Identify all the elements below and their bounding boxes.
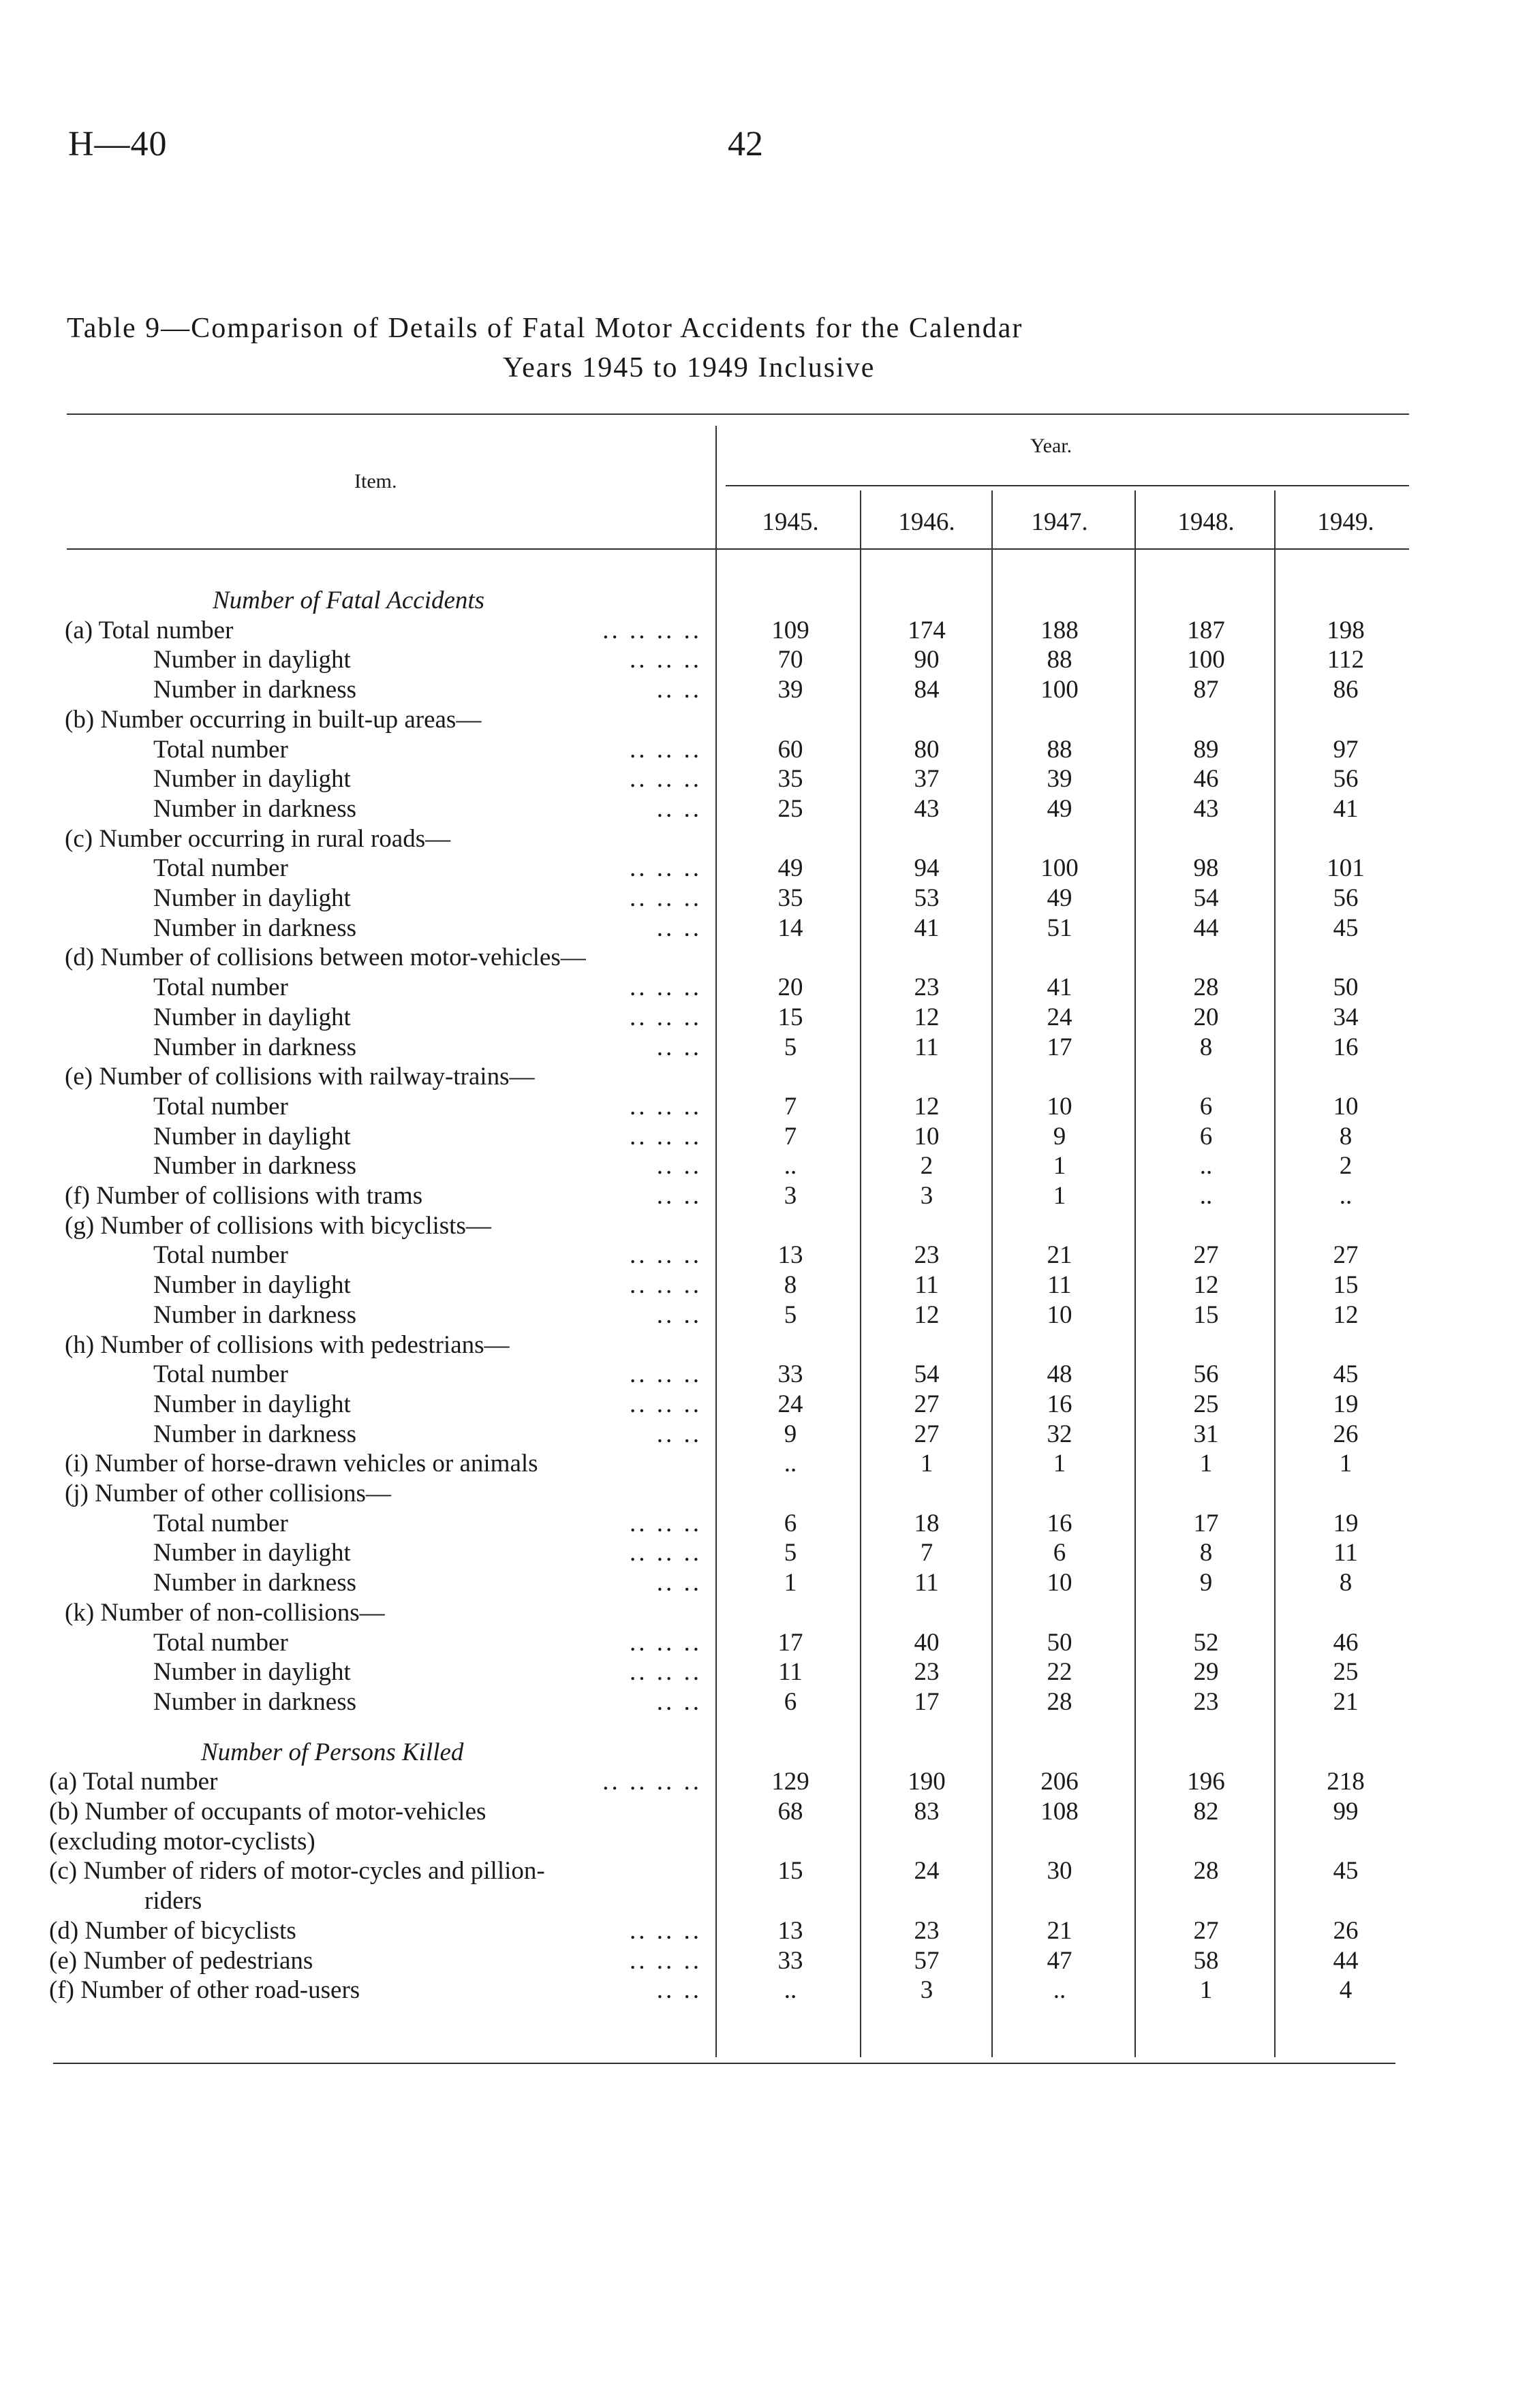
table-cell: 68 bbox=[777, 1798, 803, 1826]
table-cell: .. bbox=[1199, 1182, 1213, 1210]
table-cell: 19 bbox=[1333, 1390, 1359, 1418]
row-label: Total number bbox=[153, 735, 288, 764]
table-cell: 10 bbox=[1047, 1569, 1072, 1597]
col-sep-3 bbox=[1134, 490, 1136, 2057]
table-cell: 11 bbox=[914, 1033, 939, 1061]
table-cell: 10 bbox=[1333, 1092, 1359, 1121]
table-cell: 190 bbox=[908, 1768, 946, 1796]
leader-dots: .. .. bbox=[656, 1420, 702, 1448]
header-year-1948: 1948. bbox=[1177, 508, 1235, 536]
table-cell: 28 bbox=[1193, 1857, 1219, 1886]
row-label: Number in darkness bbox=[153, 913, 356, 942]
row-label: Number in darkness bbox=[153, 1420, 356, 1448]
table-cell: 6 bbox=[784, 1509, 797, 1537]
section-title: Number of Fatal Accidents bbox=[213, 587, 485, 614]
table-cell: .. bbox=[1053, 1976, 1066, 2005]
table-cell: 56 bbox=[1333, 884, 1359, 912]
table-cell: 33 bbox=[777, 1946, 803, 1975]
table-cell: 21 bbox=[1047, 1916, 1072, 1945]
table-cell: 13 bbox=[777, 1916, 803, 1945]
table-cell: .. bbox=[1339, 1182, 1353, 1210]
table-cell: 5 bbox=[784, 1300, 797, 1329]
table-cell: 44 bbox=[1333, 1946, 1359, 1975]
row-label: (f) Number of collisions with trams bbox=[65, 1182, 423, 1210]
table-cell: 23 bbox=[914, 973, 940, 1002]
col-sep-item bbox=[715, 426, 717, 2057]
table-cell: 45 bbox=[1333, 913, 1359, 942]
table-cell: 196 bbox=[1187, 1768, 1225, 1796]
leader-dots: .. .. .. bbox=[630, 1122, 702, 1151]
table-cell: 7 bbox=[920, 1539, 933, 1567]
table-cell: 27 bbox=[1193, 1241, 1219, 1270]
table-cell: 15 bbox=[1333, 1271, 1359, 1300]
table-cell: 10 bbox=[914, 1122, 940, 1151]
leader-dots: .. .. .. bbox=[630, 1658, 702, 1687]
table-cell: 11 bbox=[1333, 1539, 1358, 1567]
header-year-label: Year. bbox=[1030, 435, 1072, 457]
leader-dots: .. .. bbox=[656, 1569, 702, 1597]
table-cell: 52 bbox=[1193, 1628, 1219, 1657]
row-label: Number in daylight bbox=[153, 884, 351, 912]
table-cell: 1 bbox=[1053, 1182, 1066, 1210]
table-cell: 88 bbox=[1047, 646, 1072, 674]
row-label: Number in darkness bbox=[153, 1152, 356, 1180]
page-reference: H—40 bbox=[68, 125, 168, 163]
leader-dots: .. .. .. bbox=[630, 1003, 702, 1031]
row-label: Total number bbox=[153, 1509, 288, 1537]
row-label: Number in daylight bbox=[153, 1539, 351, 1567]
row-label: riders bbox=[144, 1887, 202, 1916]
table-cell: 25 bbox=[1333, 1658, 1359, 1687]
table-cell: 109 bbox=[771, 616, 809, 644]
table-cell: 56 bbox=[1333, 765, 1359, 794]
table-cell: 32 bbox=[1047, 1420, 1072, 1448]
table-cell: 3 bbox=[784, 1182, 797, 1210]
table-cell: 16 bbox=[1047, 1509, 1072, 1537]
leader-dots: .. .. bbox=[656, 1033, 702, 1061]
table-cell: 34 bbox=[1333, 1003, 1359, 1031]
table-cell: 198 bbox=[1327, 616, 1365, 644]
rule-top bbox=[67, 413, 1409, 415]
row-label: Number in daylight bbox=[153, 1390, 351, 1418]
table-cell: 3 bbox=[920, 1976, 933, 2005]
table-cell: 94 bbox=[914, 854, 940, 883]
table-cell: 17 bbox=[777, 1628, 803, 1657]
table-cell: 7 bbox=[784, 1092, 797, 1121]
table-cell: 8 bbox=[1339, 1122, 1353, 1151]
table-cell: 17 bbox=[1047, 1033, 1072, 1061]
row-label: (d) Number of collisions between motor-vehicles— bbox=[65, 943, 586, 972]
table-cell: 30 bbox=[1047, 1857, 1072, 1886]
table-cell: 40 bbox=[914, 1628, 940, 1657]
row-label: (d) Number of bicyclists bbox=[49, 1916, 296, 1945]
leader-dots: .. .. bbox=[656, 913, 702, 942]
table-cell: 84 bbox=[914, 676, 940, 704]
table-cell: 28 bbox=[1193, 973, 1219, 1002]
table-cell: 21 bbox=[1047, 1241, 1072, 1270]
row-label: (e) Number of collisions with railway-trains— bbox=[65, 1063, 535, 1091]
table-cell: 12 bbox=[1333, 1300, 1359, 1329]
table-cell: 23 bbox=[1193, 1687, 1219, 1716]
row-label: (b) Number occurring in built-up areas— bbox=[65, 705, 482, 734]
table-cell: .. bbox=[1199, 1152, 1213, 1180]
leader-dots: .. .. .. bbox=[630, 1271, 702, 1300]
table-cell: 39 bbox=[777, 676, 803, 704]
table-cell: .. bbox=[784, 1450, 797, 1478]
header-year-1949: 1949. bbox=[1317, 508, 1374, 536]
table-cell: 27 bbox=[1193, 1916, 1219, 1945]
row-label: Number in darkness bbox=[153, 1300, 356, 1329]
row-label: Total number bbox=[153, 854, 288, 883]
table-cell: 8 bbox=[784, 1271, 797, 1300]
table-cell: 87 bbox=[1193, 676, 1219, 704]
col-sep-1 bbox=[860, 490, 861, 2057]
table-cell: 1 bbox=[920, 1450, 933, 1478]
leader-dots: .. .. bbox=[656, 676, 702, 704]
leader-dots: .. .. bbox=[656, 1687, 702, 1716]
table-cell: 9 bbox=[784, 1420, 797, 1448]
table-cell: 101 bbox=[1327, 854, 1365, 883]
table-cell: 46 bbox=[1333, 1628, 1359, 1657]
leader-dots: .. .. bbox=[656, 1182, 702, 1210]
table-cell: 35 bbox=[777, 884, 803, 912]
table-cell: 3 bbox=[920, 1182, 933, 1210]
table-cell: 26 bbox=[1333, 1916, 1359, 1945]
table-cell: 37 bbox=[914, 765, 940, 794]
table-cell: 99 bbox=[1333, 1798, 1359, 1826]
table-cell: 7 bbox=[784, 1122, 797, 1151]
leader-dots: .. .. bbox=[656, 1152, 702, 1180]
table-cell: 57 bbox=[914, 1946, 940, 1975]
leader-dots: .. .. .. bbox=[630, 1628, 702, 1657]
leader-dots: .. .. .. bbox=[630, 973, 702, 1002]
row-label: Number in daylight bbox=[153, 1122, 351, 1151]
table-cell: 14 bbox=[777, 913, 803, 942]
table-cell: 27 bbox=[914, 1390, 940, 1418]
leader-dots: .. .. .. bbox=[630, 1539, 702, 1567]
leader-dots: .. .. bbox=[656, 794, 702, 823]
row-label: (c) Number occurring in rural roads— bbox=[65, 824, 451, 853]
table-cell: 187 bbox=[1187, 616, 1225, 644]
row-label: (f) Number of other road-users bbox=[49, 1976, 360, 2005]
table-cell: 25 bbox=[777, 794, 803, 823]
table-cell: 27 bbox=[914, 1420, 940, 1448]
leader-dots: .. .. .. bbox=[630, 1916, 702, 1945]
table-cell: 43 bbox=[1193, 794, 1219, 823]
table-cell: 12 bbox=[914, 1092, 940, 1121]
table-cell: 49 bbox=[1047, 794, 1072, 823]
table-cell: 6 bbox=[784, 1687, 797, 1716]
table-cell: 6 bbox=[1199, 1122, 1213, 1151]
row-label: Total number bbox=[153, 1628, 288, 1657]
table-cell: 18 bbox=[914, 1509, 940, 1537]
table-cell: .. bbox=[784, 1976, 797, 2005]
table-cell: 100 bbox=[1040, 676, 1079, 704]
leader-dots: .. .. .. .. bbox=[602, 1768, 702, 1796]
row-label: (k) Number of non-collisions— bbox=[65, 1598, 385, 1627]
table-cell: 41 bbox=[1333, 794, 1359, 823]
leader-dots: .. .. bbox=[656, 1300, 702, 1329]
table-cell: 31 bbox=[1193, 1420, 1219, 1448]
leader-dots: .. .. .. bbox=[630, 884, 702, 912]
col-sep-4 bbox=[1274, 490, 1276, 2057]
table-cell: 174 bbox=[908, 616, 946, 644]
table-cell: 8 bbox=[1199, 1539, 1213, 1567]
table-cell: 15 bbox=[1193, 1300, 1219, 1329]
table-cell: 83 bbox=[914, 1798, 940, 1826]
table-cell: 98 bbox=[1193, 854, 1219, 883]
table-cell: 39 bbox=[1047, 765, 1072, 794]
table-cell: 10 bbox=[1047, 1300, 1072, 1329]
table-cell: 108 bbox=[1040, 1798, 1079, 1826]
table-cell: 21 bbox=[1333, 1687, 1359, 1716]
leader-dots: .. .. .. .. bbox=[602, 616, 702, 644]
row-label: Total number bbox=[153, 973, 288, 1002]
rule-year-under bbox=[726, 485, 1409, 486]
table-cell: 48 bbox=[1047, 1360, 1072, 1389]
table-cell: 11 bbox=[1047, 1271, 1072, 1300]
row-label: (i) Number of horse-drawn vehicles or animals bbox=[65, 1450, 538, 1478]
table-cell: 206 bbox=[1040, 1768, 1079, 1796]
page-number: 42 bbox=[728, 125, 763, 163]
table-cell: 13 bbox=[777, 1241, 803, 1270]
table-cell: 49 bbox=[777, 854, 803, 883]
table-cell: 23 bbox=[914, 1916, 940, 1945]
header-year-1945: 1945. bbox=[762, 508, 819, 536]
table-cell: 47 bbox=[1047, 1946, 1072, 1975]
row-label: Number in daylight bbox=[153, 765, 351, 794]
table-cell: 1 bbox=[1053, 1450, 1066, 1478]
section-title: Number of Persons Killed bbox=[201, 1738, 464, 1766]
table-cell: 10 bbox=[1047, 1092, 1072, 1121]
table-cell: 82 bbox=[1193, 1798, 1219, 1826]
table-cell: 6 bbox=[1199, 1092, 1213, 1121]
table-cell: 80 bbox=[914, 735, 940, 764]
table-cell: 50 bbox=[1047, 1628, 1072, 1657]
table-cell: 90 bbox=[914, 646, 940, 674]
row-label: Total number bbox=[153, 1360, 288, 1389]
table-cell: 17 bbox=[914, 1687, 940, 1716]
row-label: Number in daylight bbox=[153, 1658, 351, 1687]
header-year-1946: 1946. bbox=[898, 508, 955, 536]
table-cell: .. bbox=[784, 1152, 797, 1180]
table-cell: 54 bbox=[1193, 884, 1219, 912]
table-cell: 88 bbox=[1047, 735, 1072, 764]
table-cell: 22 bbox=[1047, 1658, 1072, 1687]
table-cell: 4 bbox=[1339, 1976, 1353, 2005]
row-label: Total number bbox=[153, 1241, 288, 1270]
table-cell: 188 bbox=[1040, 616, 1079, 644]
table-cell: 97 bbox=[1333, 735, 1359, 764]
table-cell: 26 bbox=[1333, 1420, 1359, 1448]
table-cell: 24 bbox=[777, 1390, 803, 1418]
table-cell: 41 bbox=[1047, 973, 1072, 1002]
leader-dots: .. .. bbox=[656, 1976, 702, 2005]
table-cell: 9 bbox=[1053, 1122, 1066, 1151]
row-label: Number in darkness bbox=[153, 1569, 356, 1597]
table-cell: 24 bbox=[1047, 1003, 1072, 1031]
row-label: Number in darkness bbox=[153, 1687, 356, 1716]
table-cell: 6 bbox=[1053, 1539, 1066, 1567]
leader-dots: .. .. .. bbox=[630, 1241, 702, 1270]
row-label: Number in darkness bbox=[153, 794, 356, 823]
table-cell: 1 bbox=[1199, 1976, 1213, 2005]
leader-dots: .. .. .. bbox=[630, 646, 702, 674]
table-cell: 20 bbox=[777, 973, 803, 1002]
row-label: Number in darkness bbox=[153, 1033, 356, 1061]
table-cell: 16 bbox=[1047, 1390, 1072, 1418]
row-label: Number in daylight bbox=[153, 646, 351, 674]
table-cell: 12 bbox=[914, 1300, 940, 1329]
rule-bottom bbox=[53, 2063, 1395, 2064]
table-title-line-1: Table 9—Comparison of Details of Fatal Motor Accidents for the Calendar bbox=[67, 313, 1023, 344]
row-label: (j) Number of other collisions— bbox=[65, 1480, 391, 1507]
table-cell: 100 bbox=[1187, 646, 1225, 674]
table-cell: 58 bbox=[1193, 1946, 1219, 1975]
table-cell: 25 bbox=[1193, 1390, 1219, 1418]
table-cell: 54 bbox=[914, 1360, 940, 1389]
leader-dots: .. .. .. bbox=[630, 1509, 702, 1537]
table-cell: 29 bbox=[1193, 1658, 1219, 1687]
row-label: (excluding motor-cyclists) bbox=[49, 1827, 315, 1856]
table-cell: 5 bbox=[784, 1033, 797, 1061]
row-label: (e) Number of pedestrians bbox=[49, 1946, 313, 1975]
table-cell: 16 bbox=[1333, 1033, 1359, 1061]
col-sep-2 bbox=[991, 490, 993, 2057]
leader-dots: .. .. .. bbox=[630, 765, 702, 794]
table-cell: 24 bbox=[914, 1857, 940, 1886]
table-cell: 43 bbox=[914, 794, 940, 823]
leader-dots: .. .. .. bbox=[630, 854, 702, 883]
table-cell: 44 bbox=[1193, 913, 1219, 942]
table-cell: 100 bbox=[1040, 854, 1079, 883]
table-cell: 51 bbox=[1047, 913, 1072, 942]
table-title-line-2: Years 1945 to 1949 Inclusive bbox=[503, 352, 876, 384]
table-cell: 50 bbox=[1333, 973, 1359, 1002]
row-label: Total number bbox=[153, 1092, 288, 1121]
table-cell: 112 bbox=[1327, 646, 1365, 674]
header-year-1947: 1947. bbox=[1031, 508, 1088, 536]
table-cell: 45 bbox=[1333, 1857, 1359, 1886]
row-label: Number in daylight bbox=[153, 1271, 351, 1300]
table-cell: 89 bbox=[1193, 735, 1219, 764]
leader-dots: .. .. .. bbox=[630, 1946, 702, 1975]
table-cell: 23 bbox=[914, 1658, 940, 1687]
table-cell: 11 bbox=[778, 1658, 803, 1687]
leader-dots: .. .. .. bbox=[630, 735, 702, 764]
table-cell: 8 bbox=[1339, 1569, 1353, 1597]
table-cell: 17 bbox=[1193, 1509, 1219, 1537]
table-cell: 20 bbox=[1193, 1003, 1219, 1031]
leader-dots: .. .. .. bbox=[630, 1360, 702, 1389]
table-cell: 15 bbox=[777, 1857, 803, 1886]
table-cell: 45 bbox=[1333, 1360, 1359, 1389]
row-label: (h) Number of collisions with pedestrians— bbox=[65, 1330, 510, 1359]
table-cell: 28 bbox=[1047, 1687, 1072, 1716]
table-cell: 60 bbox=[777, 735, 803, 764]
table-cell: 23 bbox=[914, 1241, 940, 1270]
row-label: (a) Total number bbox=[49, 1768, 218, 1796]
table-cell: 49 bbox=[1047, 884, 1072, 912]
leader-dots: .. .. .. bbox=[630, 1390, 702, 1418]
table-cell: 35 bbox=[777, 765, 803, 794]
table-cell: 41 bbox=[914, 913, 940, 942]
table-cell: 12 bbox=[1193, 1271, 1219, 1300]
table-cell: 1 bbox=[784, 1569, 797, 1597]
header-item-label: Item. bbox=[354, 470, 397, 492]
table-cell: 8 bbox=[1199, 1033, 1213, 1061]
table-cell: 2 bbox=[1339, 1152, 1353, 1180]
table-cell: 5 bbox=[784, 1539, 797, 1567]
table-cell: 53 bbox=[914, 884, 940, 912]
row-label: (a) Total number bbox=[65, 616, 234, 644]
table-cell: 15 bbox=[777, 1003, 803, 1031]
table-cell: 56 bbox=[1193, 1360, 1219, 1389]
rule-header-bottom bbox=[67, 548, 1409, 550]
table-cell: 19 bbox=[1333, 1509, 1359, 1537]
table-cell: 218 bbox=[1327, 1768, 1365, 1796]
table-cell: 12 bbox=[914, 1003, 940, 1031]
table-cell: 1 bbox=[1053, 1152, 1066, 1180]
leader-dots: .. .. .. bbox=[630, 1092, 702, 1121]
table-cell: 11 bbox=[914, 1271, 939, 1300]
table-cell: 2 bbox=[920, 1152, 933, 1180]
table-cell: 11 bbox=[914, 1569, 939, 1597]
table-cell: 46 bbox=[1193, 765, 1219, 794]
table-cell: 129 bbox=[771, 1768, 809, 1796]
table-cell: 9 bbox=[1199, 1569, 1213, 1597]
table-cell: 27 bbox=[1333, 1241, 1359, 1270]
row-label: (b) Number of occupants of motor-vehicles bbox=[49, 1798, 486, 1826]
table-cell: 33 bbox=[777, 1360, 803, 1389]
row-label: (g) Number of collisions with bicyclists— bbox=[65, 1211, 491, 1240]
row-label: Number in daylight bbox=[153, 1003, 351, 1031]
table-cell: 1 bbox=[1339, 1450, 1353, 1478]
table-cell: 1 bbox=[1199, 1450, 1213, 1478]
row-label: (c) Number of riders of motor-cycles and pillion- bbox=[49, 1857, 545, 1886]
row-label: Number in darkness bbox=[153, 676, 356, 704]
table-cell: 86 bbox=[1333, 676, 1359, 704]
table-cell: 70 bbox=[777, 646, 803, 674]
